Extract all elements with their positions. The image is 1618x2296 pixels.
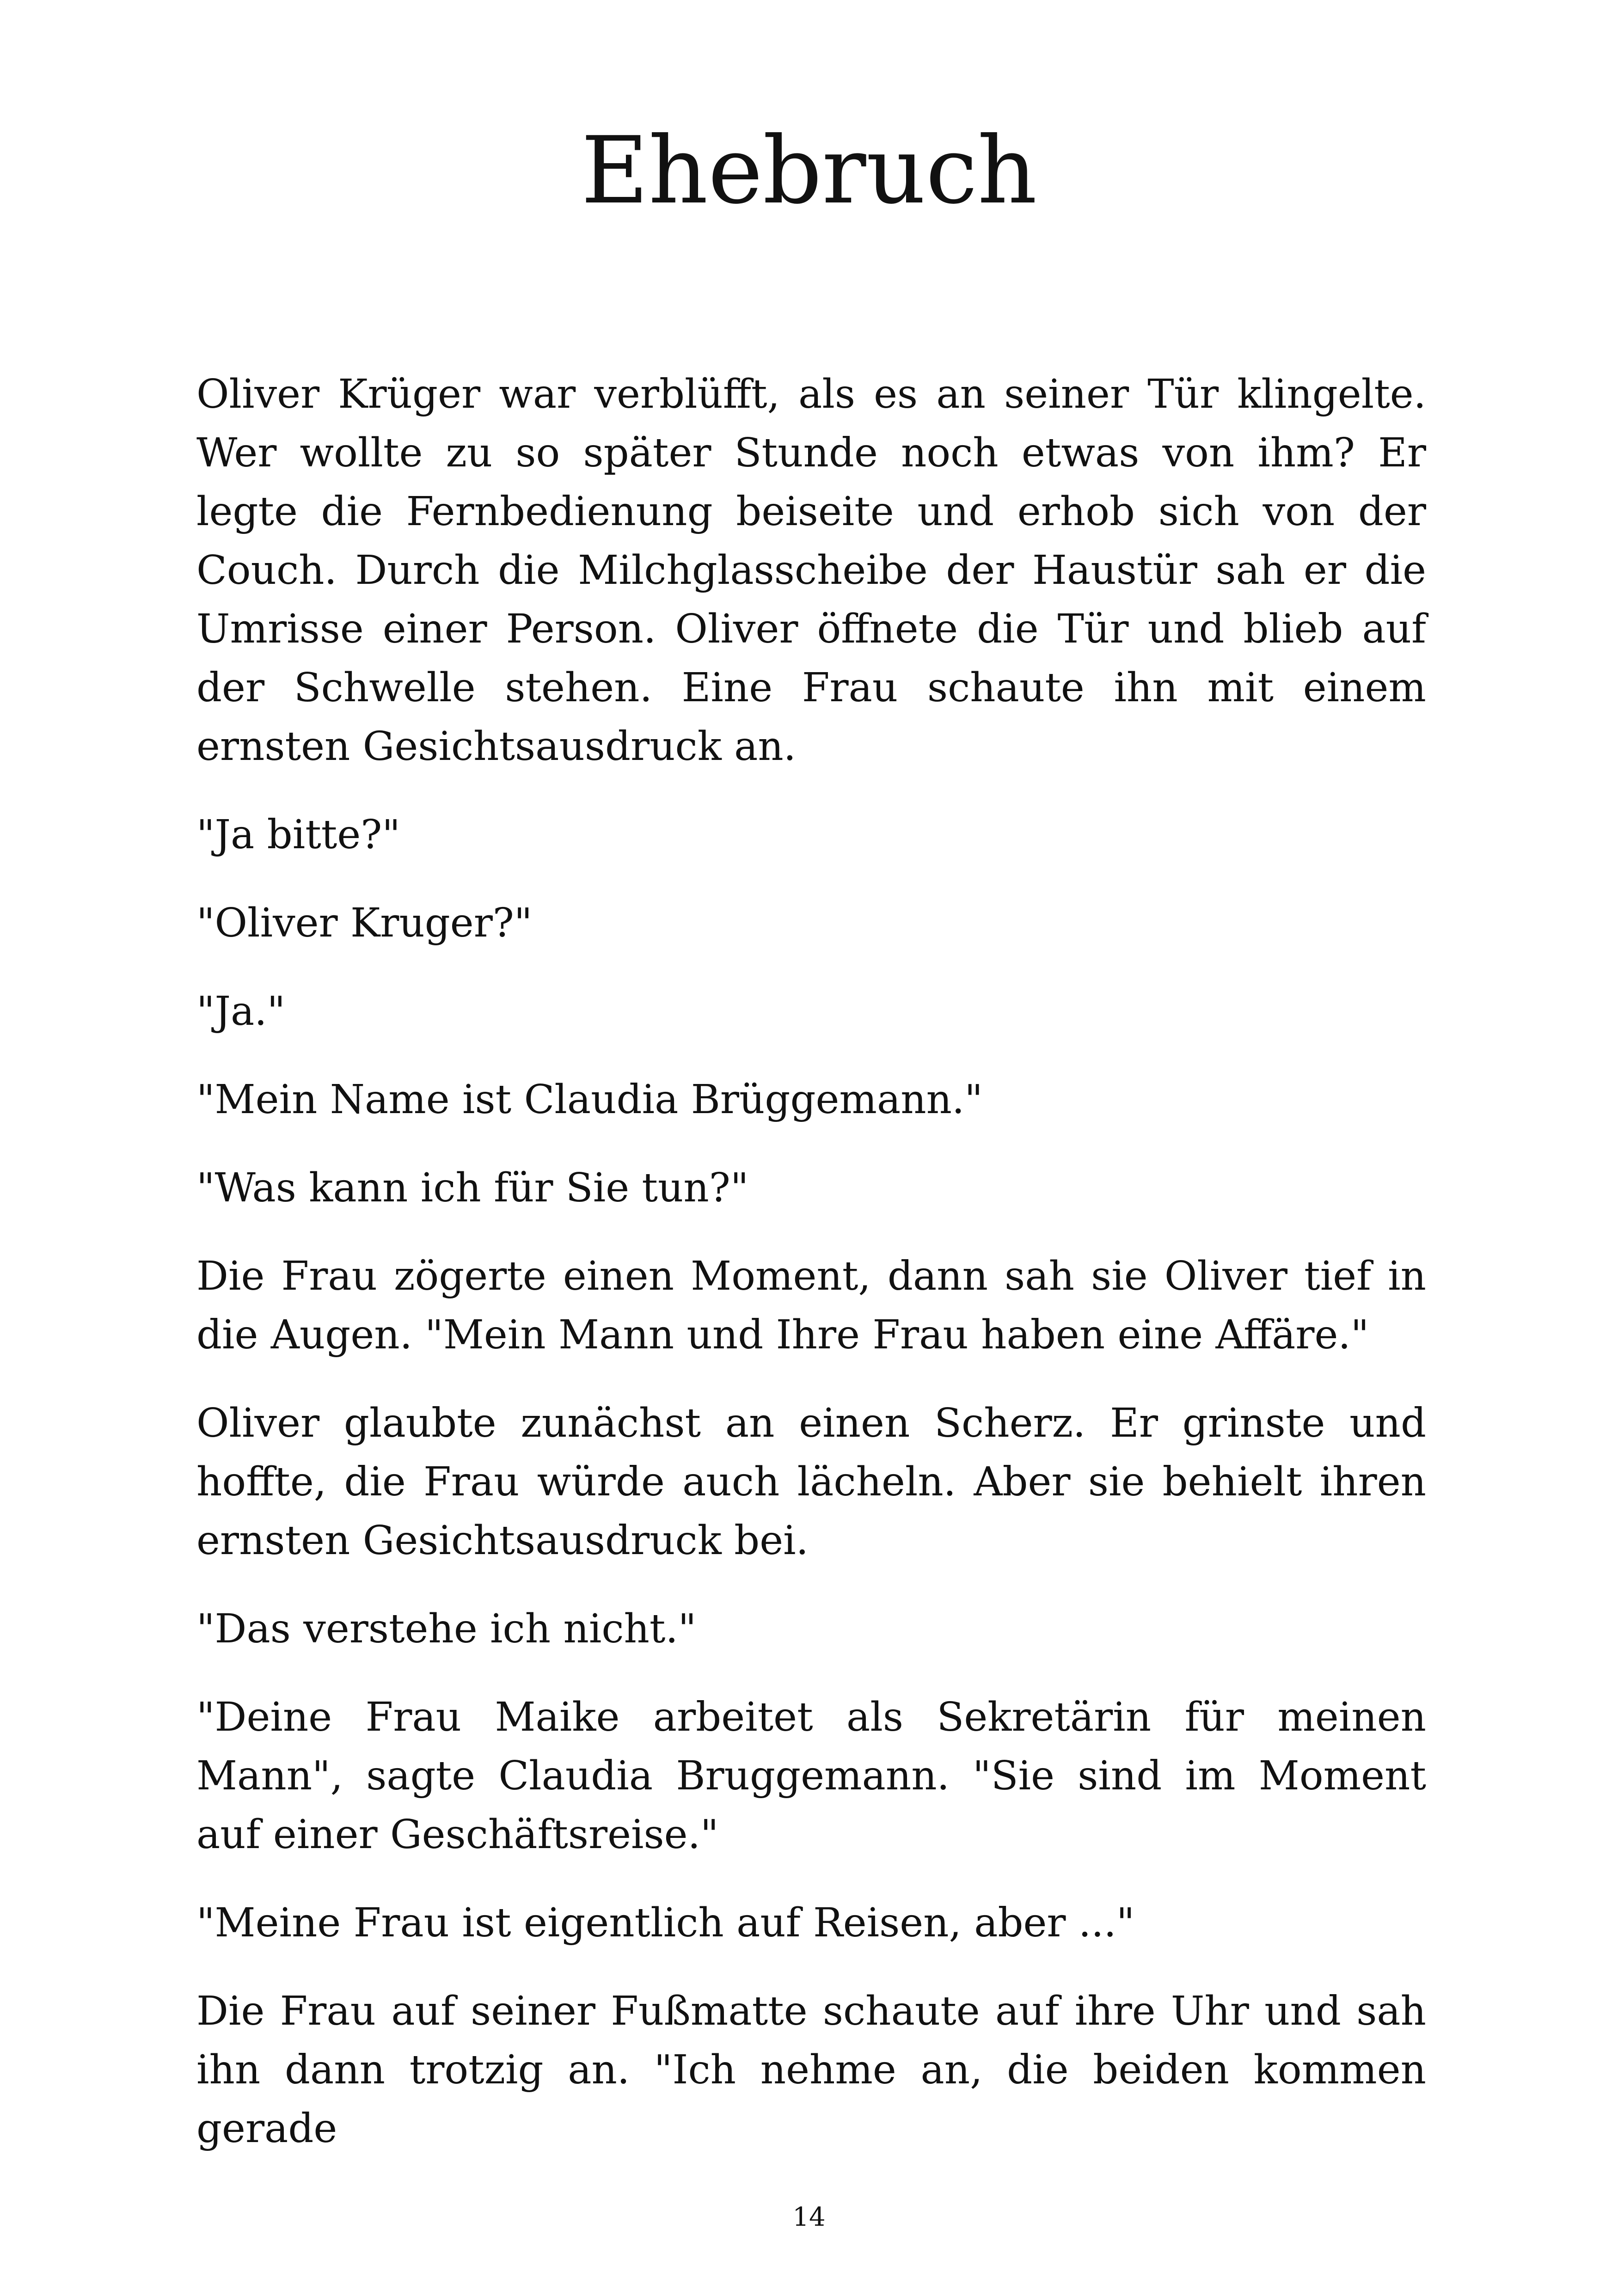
chapter-body: [196, 365, 1426, 2158]
paragraph: Die Frau zögerte einen Moment, dann sah sie Oliver tief in die Augen. "Mein Mann und Ihre Frau haben eine Affäre.": [196, 1253, 1426, 1358]
chapter-title: Ehebruch: [581, 117, 1037, 225]
paragraph: "Oliver Kruger?": [196, 900, 533, 946]
paragraph: "Deine Frau Maike arbeitet als Sekretärin für meinen Mann", sagte Claudia Bruggemann. "Sie sind im Moment auf einer Geschäftsreise.": [196, 1694, 1426, 1858]
page-number: 14: [792, 2202, 826, 2232]
paragraph: "Meine Frau ist eigentlich auf Reisen, aber ...": [196, 1900, 1135, 1946]
paragraph: "Was kann ich für Sie tun?": [196, 1165, 749, 1211]
paragraph: "Ja.": [196, 988, 286, 1035]
paragraph: "Ja bitte?": [196, 812, 400, 858]
paragraph: Oliver Krüger war verblüfft, als es an seiner Tür klingelte. Wer wollte zu so später Stunde noch etwas von ihm? Er legte die Fernbedienung beiseite und erhob sich von der Couch. Durch die Milchglasscheibe der Haustür sah er die Umrisse einer Person. Oliver öffnete die Tür und blieb auf der Schwelle stehen. Eine Frau schaute ihn mit einem ernsten Gesichtsausdruck an.: [196, 371, 1426, 770]
paragraph: "Das verstehe ich nicht.": [196, 1606, 697, 1652]
paragraph: "Mein Name ist Claudia Brüggemann.": [196, 1077, 983, 1123]
paragraph: Die Frau auf seiner Fußmatte schaute auf ihre Uhr und sah ihn dann trotzig an. "Ich nehme an, die beiden kommen gerade: [196, 1988, 1426, 2152]
paragraph: Oliver glaubte zunächst an einen Scherz. Er grinste und hoffte, die Frau würde auch lächeln. Aber sie behielt ihren ernsten Gesichtsausdruck bei.: [196, 1400, 1426, 1564]
